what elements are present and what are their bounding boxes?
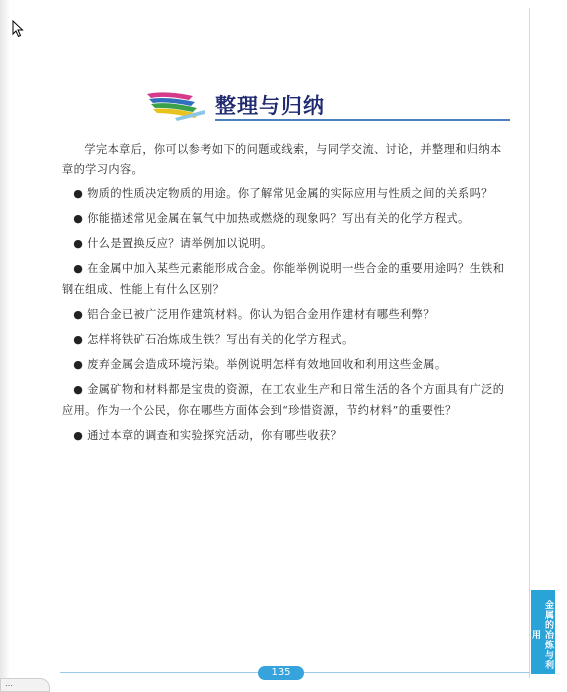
- question-text: 金属矿物和材料都是宝贵的资源，在工农业生产和日常生活的各个方面具有广泛的应用。作为一个公民，你在哪些方面体会到“珍惜资源，节约材料”的重要性？: [62, 383, 505, 417]
- bullet-icon: ●: [73, 212, 84, 225]
- question-text: 什么是置换反应？请举例加以说明。: [87, 237, 273, 250]
- section-heading: [145, 88, 510, 128]
- bullet-icon: ●: [73, 358, 84, 371]
- page-title: 整理与归纳: [215, 94, 325, 118]
- list-item: [62, 233, 512, 254]
- question-text: 物质的性质决定物质的用途。你了解常见金属的实际应用与性质之间的关系吗？: [87, 187, 493, 200]
- bullet-icon: ●: [73, 187, 84, 200]
- bullet-icon: ●: [73, 383, 84, 396]
- heading-underline: [215, 119, 510, 121]
- question-text: 你能描述常见金属在氧气中加热或燃烧的现象吗？写出有关的化学方程式。: [87, 212, 470, 225]
- bullet-icon: ●: [73, 308, 84, 321]
- list-item: [62, 329, 512, 350]
- list-item: [62, 258, 512, 300]
- bullet-icon: ●: [73, 333, 84, 346]
- page-edge-shadow: [0, 0, 10, 688]
- question-text: 怎样将铁矿石冶炼成生铁？写出有关的化学方程式。: [87, 333, 354, 346]
- mouse-pointer-icon: [12, 20, 24, 38]
- question-list: [62, 183, 512, 450]
- intro-paragraph: 学完本章后，你可以参考如下的问题或线索，与同学交流、讨论，并整理和归纳本章的学习内容。: [62, 143, 502, 176]
- list-item: [62, 379, 512, 421]
- list-item: [62, 208, 512, 229]
- list-item: [62, 425, 512, 446]
- question-text: 通过本章的调查和实验探究活动，你有哪些收获？: [87, 429, 343, 442]
- question-text: 在金属中加入某些元素能形成合金。你能举例说明一些合金的重要用途吗？生铁和钢在组成、性能上有什么区别？: [62, 262, 505, 296]
- list-item: [62, 183, 512, 204]
- bullet-icon: ●: [73, 237, 84, 250]
- stacked-pages-logo-icon: [145, 88, 215, 122]
- viewer-status-tab[interactable]: …: [0, 678, 50, 692]
- bullet-icon: ●: [73, 262, 84, 275]
- list-item: [62, 304, 512, 325]
- page-number: 135: [258, 666, 304, 680]
- page-border: [529, 8, 530, 678]
- list-item: [62, 354, 512, 375]
- chapter-side-tab: 金属的冶炼与利用: [531, 590, 555, 674]
- question-text: 废弃金属会造成环境污染。举例说明怎样有效地回收和利用这些金属。: [87, 358, 447, 371]
- question-text: 铝合金已被广泛用作建筑材料。你认为铝合金用作建材有哪些利弊？: [87, 308, 435, 321]
- bullet-icon: ●: [73, 429, 84, 442]
